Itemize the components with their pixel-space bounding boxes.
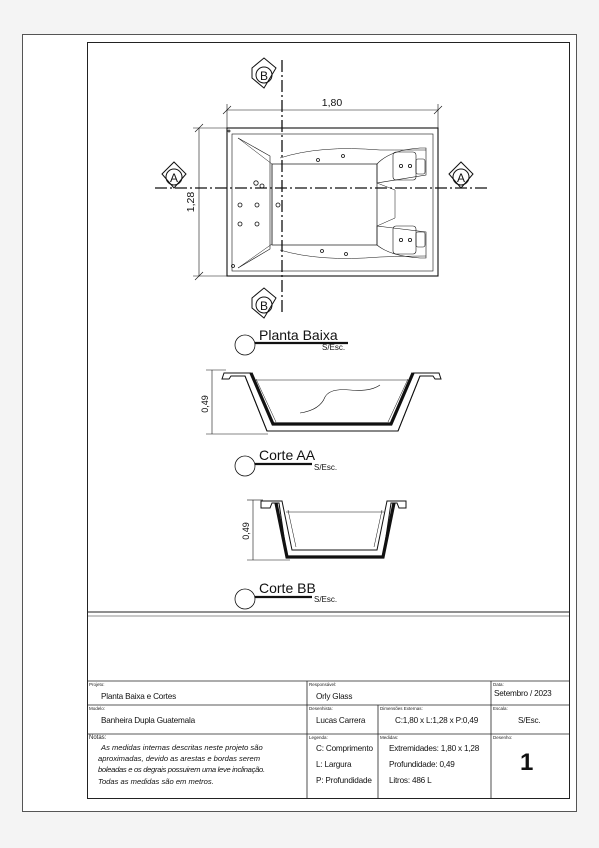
dim-depth-aa-text: 0,49: [200, 395, 210, 413]
notas-label: Notas:: [89, 735, 107, 741]
section-a-left-label: A: [169, 171, 179, 185]
legenda-label: Legenda:: [309, 735, 328, 740]
notas-line-3: boleadas e os degrais possuirem uma leve inclinação.: [98, 765, 265, 774]
view-bb-scale: S/Esc.: [314, 595, 338, 604]
data-value: Setembro / 2023: [494, 689, 552, 698]
legenda-c: C: Comprimento: [316, 744, 373, 753]
drawing-labels: [170, 69, 465, 604]
responsavel-label: Responsável:: [309, 682, 337, 687]
medidas-ext: Extremidades: 1,80 x 1,28: [389, 744, 480, 753]
notas-line-1: As medidas internas descritas neste projeto são: [101, 743, 263, 752]
notas-line-2: aproximadas, devido as arestas e bordas serem: [98, 754, 261, 763]
desenho-label: Desenho:: [493, 735, 513, 740]
desenho-number: 1: [520, 749, 534, 776]
legenda-p: P: Profundidade: [316, 776, 372, 785]
view-aa-title: Corte AA: [259, 447, 316, 463]
medidas-prof: Profundidade: 0,49: [389, 760, 455, 769]
section-b-top-label: B: [259, 69, 269, 83]
view-aa-scale: S/Esc.: [314, 463, 338, 472]
dim-length-text: 1,28: [185, 191, 197, 213]
dim-width-text: 1,80: [321, 97, 343, 109]
section-bb: [247, 500, 406, 560]
medidas-label: Medidas:: [380, 735, 399, 740]
plan-view: [227, 128, 438, 276]
notas-line-4: Todas as medidas são em metros.: [98, 777, 214, 786]
view-plan-title: Planta Baixa: [259, 327, 338, 343]
view-bb-title: Corte BB: [259, 580, 316, 596]
view-plan-scale: S/Esc.: [322, 343, 346, 352]
data-label: Data:: [493, 682, 504, 687]
section-a-right-label: A: [456, 171, 466, 185]
responsavel-value: Orly Glass: [316, 692, 353, 701]
desenhista-value: Lucas Carrera: [316, 716, 366, 725]
projeto-label: Projeto:: [89, 682, 105, 687]
projeto-value: Planta Baixa e Cortes: [101, 692, 176, 701]
legenda-l: L: Largura: [316, 760, 352, 769]
modelo-label: Modelo:: [89, 706, 106, 711]
section-aa: [206, 370, 441, 434]
dim-ext-label: Dimensões Externas:: [380, 706, 423, 711]
section-b-bottom-label: B: [259, 299, 269, 313]
modelo-value: Banheira Dupla Guatemala: [101, 716, 195, 725]
desenhista-label: Desenhista:: [309, 706, 333, 711]
dim-ext-value: C:1,80 x L:1,28 x P:0,49: [395, 716, 479, 725]
escala-label: Escala:: [493, 706, 508, 711]
medidas-litros: Litros: 486 L: [389, 776, 432, 785]
plan-dimensions: [193, 104, 442, 280]
dim-depth-bb-text: 0,49: [241, 522, 251, 540]
escala-value: S/Esc.: [518, 716, 541, 725]
